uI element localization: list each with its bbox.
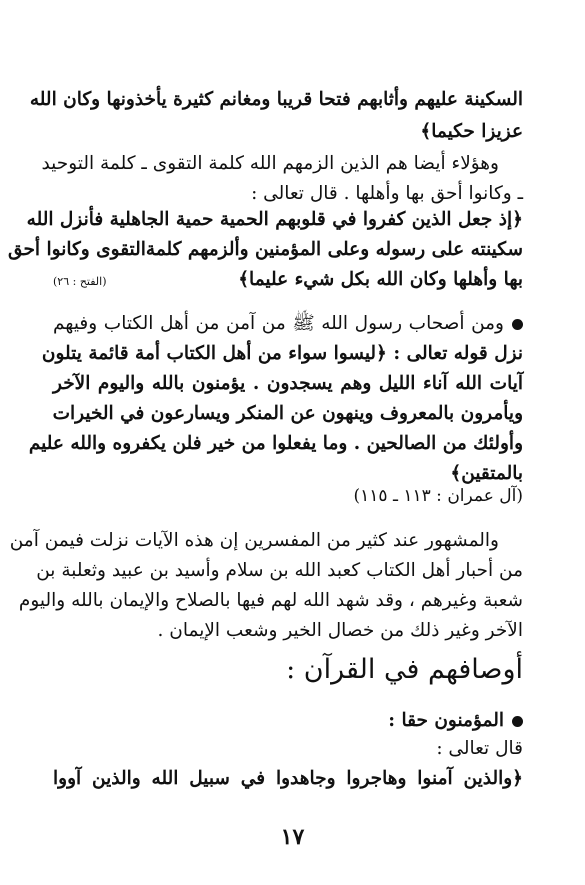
qala-line: قال تعالى : (436, 738, 523, 759)
quran-line-4: نزل قوله تعالى : ﴿ليسوا سواء من أهل الكتاب أمة قائمة يتلون (41, 343, 523, 364)
text-line-1: السكينة عليهم وأثابهم فتحا قريبا ومغانم كثيرة يأخذونها وكان الله (29, 89, 523, 110)
page-number: ١٧ (280, 824, 305, 850)
text-line-8-text: ومن أصحاب رسول الله ﷺ من آمن من أهل الكتاب وفيهم (53, 313, 504, 334)
text-line-15: والمشهور عند كثير من المفسرين إن هذه الآيات نزلت فيمن آمن (9, 530, 499, 551)
text-line-17: شعبة وغيرهم ، وقد شهد الله لهم فيها بالصلاح والإيمان بالله واليوم (18, 590, 523, 611)
sub-heading-text: المؤمنون حقا : (388, 710, 504, 731)
text-line-4: ـ وكانوا أحق بها وأهلها . قال تعالى : (251, 183, 523, 204)
bullet-icon (512, 319, 523, 330)
quran-line-9: ﴿والذين آمنوا وهاجروا وجاهدوا في سبيل الله والذين آووا (53, 768, 523, 789)
text-line-2: عزيزا حكيما﴾ (420, 121, 523, 142)
quran-line-7: وأولئك من الصالحين . وما يفعلوا من خير فلن يكفروه والله عليم (28, 433, 523, 454)
surah-reference: (الفتح : ٢٦) (53, 275, 107, 288)
quran-line-8: بالمتقين﴾ (450, 463, 523, 484)
text-line-8 (53, 309, 523, 339)
text-line-3: وهؤلاء أيضا هم الذين الزمهم الله كلمة التقوى ـ كلمة التوحيد (41, 153, 499, 174)
section-heading: أوصافهم في القرآن : (286, 654, 523, 685)
quran-line-5: آيات الله آناء الليل وهم يسجدون . يؤمنون بالله واليوم الآخر (53, 373, 523, 394)
sub-heading (53, 706, 523, 736)
quran-line-3 (53, 265, 523, 295)
text-line-16: من أحبار أهل الكتاب كعبد الله بن سلام وأسيد بن عبيد وثعلبة بن (36, 560, 523, 581)
quran-line-6: ويأمرون بالمعروف وينهون عن المنكر ويسارعون في الخيرات (52, 403, 523, 424)
text-line-18: الآخر وغير ذلك من خصال الخير وشعب الإيمان . (157, 620, 523, 641)
surah-reference-2: (آل عمران : ١١٣ ـ ١١٥) (353, 486, 523, 506)
quran-line-3-text: بها وأهلها وكان الله بكل شيء عليما﴾ (238, 269, 523, 290)
bullet-icon (512, 716, 523, 727)
quran-line-1: ﴿إذ جعل الذين كفروا في قلوبهم الحمية حمية الجاهلية فأنزل الله (26, 209, 523, 230)
quran-line-2: سكينته على رسوله وعلى المؤمنين وألزمهم كلمةالتقوى وكانوا أحق (8, 239, 523, 260)
